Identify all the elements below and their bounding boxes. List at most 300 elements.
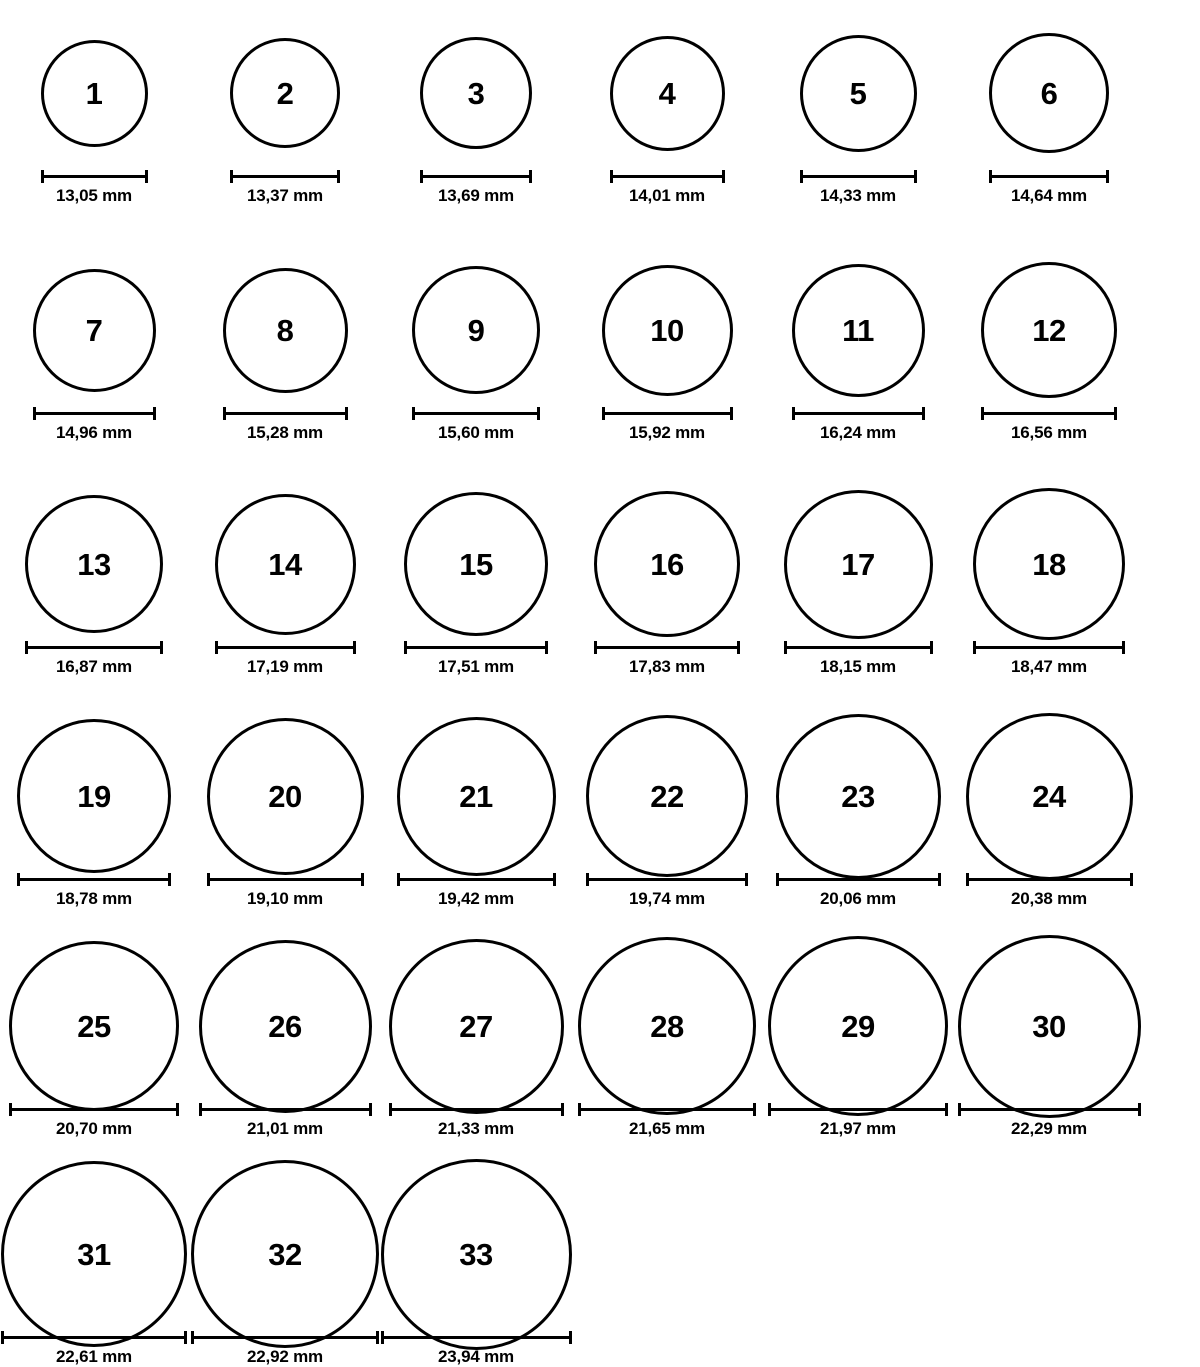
measure-ruler: [420, 170, 532, 182]
ruler-cap-right: [753, 1103, 756, 1116]
ring-size-number: 30: [1032, 1008, 1066, 1044]
ruler-bar: [776, 878, 941, 881]
measure-ruler: [981, 407, 1117, 419]
diameter-label: 19,42 mm: [438, 889, 514, 908]
ruler-cap-right: [145, 170, 148, 183]
ruler-bar: [41, 175, 148, 178]
ring-size-cell[interactable]: [573, 255, 761, 443]
ruler-cap-right: [1114, 407, 1117, 420]
ruler-cap-left: [223, 407, 226, 420]
circle-wrap: [389, 951, 564, 1101]
ring-size-number: 29: [841, 1008, 875, 1044]
ruler-cap-left: [610, 170, 613, 183]
measure-ruler: [610, 170, 725, 182]
ruler-cap-right: [745, 873, 748, 886]
ring-size-number: 10: [650, 312, 684, 348]
circle-wrap: [578, 951, 756, 1101]
ring-size-cell[interactable]: [0, 18, 188, 206]
ruler-bar: [191, 1336, 379, 1339]
ruler-cap-left: [17, 873, 20, 886]
ring-size-cell[interactable]: [191, 721, 379, 909]
ring-size-number: 7: [85, 312, 103, 348]
measure-ruler: [41, 170, 148, 182]
ruler-bar: [381, 1336, 572, 1339]
ring-circle: [989, 33, 1109, 153]
ring-circle: [784, 490, 933, 639]
size-row: [0, 489, 1200, 677]
size-row: [0, 1179, 1200, 1367]
ring-size-cell[interactable]: [191, 1179, 379, 1367]
circle-wrap: [594, 489, 740, 639]
circle-wrap: [41, 18, 148, 168]
ruler-cap-right: [930, 641, 933, 654]
ruler-bar: [981, 412, 1117, 415]
ring-size-cell[interactable]: [955, 951, 1143, 1139]
ruler-bar: [586, 878, 748, 881]
diameter-label: 19,74 mm: [629, 889, 705, 908]
diameter-label: 18,78 mm: [56, 889, 132, 908]
ring-size-cell[interactable]: [764, 721, 952, 909]
diameter-label: 21,33 mm: [438, 1119, 514, 1138]
ring-circle: [420, 37, 532, 149]
diameter-label: 19,10 mm: [247, 889, 323, 908]
ruler-cap-left: [191, 1331, 194, 1344]
ruler-cap-left: [594, 641, 597, 654]
ruler-cap-right: [345, 407, 348, 420]
ring-circle: [199, 940, 372, 1113]
diameter-label: 16,87 mm: [56, 657, 132, 676]
ruler-cap-left: [966, 873, 969, 886]
diameter-label: 13,37 mm: [247, 186, 323, 205]
ruler-cap-left: [33, 407, 36, 420]
ruler-cap-left: [199, 1103, 202, 1116]
diameter-label: 13,69 mm: [438, 186, 514, 205]
measure-ruler: [412, 407, 540, 419]
ruler-bar: [594, 646, 740, 649]
diameter-label: 17,51 mm: [438, 657, 514, 676]
measure-ruler: [800, 170, 917, 182]
circle-wrap: [17, 721, 171, 871]
ruler-cap-right: [945, 1103, 948, 1116]
ruler-cap-right: [176, 1103, 179, 1116]
diameter-label: 14,01 mm: [629, 186, 705, 205]
diameter-label: 18,47 mm: [1011, 657, 1087, 676]
ring-circle: [586, 715, 748, 877]
circle-wrap: [223, 255, 348, 405]
measure-ruler: [586, 873, 748, 885]
ring-circle: [981, 262, 1117, 398]
ring-circle: [412, 266, 540, 394]
ruler-bar: [578, 1108, 756, 1111]
circle-wrap: [966, 721, 1133, 871]
ruler-cap-left: [792, 407, 795, 420]
ruler-bar: [25, 646, 163, 649]
ruler-bar: [33, 412, 156, 415]
ring-size-number: 19: [77, 778, 111, 814]
ruler-cap-right: [529, 170, 532, 183]
ring-circle: [9, 941, 179, 1111]
ring-size-cell[interactable]: [955, 18, 1143, 206]
diameter-label: 20,38 mm: [1011, 889, 1087, 908]
ring-circle: [191, 1160, 379, 1348]
ruler-cap-left: [25, 641, 28, 654]
ruler-bar: [9, 1108, 179, 1111]
measure-ruler: [594, 641, 740, 653]
ring-size-number: 31: [77, 1236, 111, 1272]
measure-ruler: [207, 873, 364, 885]
circle-wrap: [989, 18, 1109, 168]
circle-wrap: [412, 255, 540, 405]
diameter-label: 15,28 mm: [247, 423, 323, 442]
ring-circle: [973, 488, 1125, 640]
ruler-cap-left: [9, 1103, 12, 1116]
ring-size-number: 6: [1040, 75, 1058, 111]
ring-size-cell[interactable]: [573, 18, 761, 206]
measure-ruler: [966, 873, 1133, 885]
ring-size-number: 20: [268, 778, 302, 814]
ring-circle: [223, 268, 348, 393]
ring-size-cell[interactable]: [764, 489, 952, 677]
ruler-cap-left: [800, 170, 803, 183]
ring-size-cell[interactable]: [955, 721, 1143, 909]
ruler-cap-right: [537, 407, 540, 420]
ruler-bar: [602, 412, 733, 415]
ruler-cap-right: [337, 170, 340, 183]
measure-ruler: [381, 1331, 572, 1343]
ruler-bar: [397, 878, 556, 881]
ruler-cap-right: [914, 170, 917, 183]
ring-size-number: 32: [268, 1236, 302, 1272]
ring-size-number: 14: [268, 546, 302, 582]
circle-wrap: [381, 1179, 572, 1329]
ruler-cap-left: [602, 407, 605, 420]
ring-size-number: 1: [85, 75, 103, 111]
ring-circle: [768, 936, 948, 1116]
diameter-label: 22,61 mm: [56, 1347, 132, 1366]
ruler-bar: [989, 175, 1109, 178]
ruler-bar: [1, 1336, 187, 1339]
circle-wrap: [397, 721, 556, 871]
diameter-label: 23,94 mm: [438, 1347, 514, 1366]
circle-wrap: [230, 18, 340, 168]
ring-circle: [792, 264, 925, 397]
circle-wrap: [586, 721, 748, 871]
ring-size-cell[interactable]: [764, 18, 952, 206]
ring-circle: [966, 713, 1133, 880]
measure-ruler: [33, 407, 156, 419]
diameter-label: 17,83 mm: [629, 657, 705, 676]
ruler-bar: [207, 878, 364, 881]
measure-ruler: [397, 873, 556, 885]
ruler-cap-right: [1138, 1103, 1141, 1116]
ring-size-number: 12: [1032, 312, 1066, 348]
ring-size-number: 25: [77, 1008, 111, 1044]
size-row: [0, 721, 1200, 909]
ring-circle: [404, 492, 548, 636]
ring-size-cell[interactable]: [382, 255, 570, 443]
circle-wrap: [973, 489, 1125, 639]
measure-ruler: [25, 641, 163, 653]
measure-ruler: [973, 641, 1125, 653]
measure-ruler: [602, 407, 733, 419]
ruler-bar: [420, 175, 532, 178]
ruler-cap-left: [989, 170, 992, 183]
ruler-cap-right: [353, 641, 356, 654]
ruler-bar: [792, 412, 925, 415]
measure-ruler: [215, 641, 356, 653]
diameter-label: 22,29 mm: [1011, 1119, 1087, 1138]
ring-size-number: 27: [459, 1008, 493, 1044]
ruler-cap-left: [1, 1331, 4, 1344]
circle-wrap: [800, 18, 917, 168]
ring-size-cell[interactable]: [191, 951, 379, 1139]
ring-size-cell[interactable]: [382, 489, 570, 677]
ruler-cap-left: [586, 873, 589, 886]
circle-wrap: [792, 255, 925, 405]
measure-ruler: [958, 1103, 1141, 1115]
ring-size-number: 28: [650, 1008, 684, 1044]
ruler-bar: [230, 175, 340, 178]
ruler-cap-left: [412, 407, 415, 420]
ring-size-number: 26: [268, 1008, 302, 1044]
ruler-cap-left: [389, 1103, 392, 1116]
ruler-bar: [404, 646, 548, 649]
circle-wrap: [25, 489, 163, 639]
ruler-bar: [389, 1108, 564, 1111]
ring-circle: [207, 718, 364, 875]
ring-circle: [230, 38, 340, 148]
ruler-cap-right: [184, 1331, 187, 1344]
ruler-bar: [800, 175, 917, 178]
measure-ruler: [792, 407, 925, 419]
circle-wrap: [191, 1179, 379, 1329]
ruler-cap-left: [776, 873, 779, 886]
circle-wrap: [404, 489, 548, 639]
ring-size-number: 15: [459, 546, 493, 582]
diameter-label: 18,15 mm: [820, 657, 896, 676]
circle-wrap: [768, 951, 948, 1101]
ring-circle: [776, 714, 941, 879]
ring-circle: [602, 265, 733, 396]
diameter-label: 14,96 mm: [56, 423, 132, 442]
measure-ruler: [1, 1331, 187, 1343]
ruler-cap-right: [1130, 873, 1133, 886]
ruler-cap-right: [1122, 641, 1125, 654]
ruler-bar: [958, 1108, 1141, 1111]
ruler-bar: [784, 646, 933, 649]
ring-size-number: 5: [849, 75, 867, 111]
diameter-label: 14,33 mm: [820, 186, 896, 205]
ring-size-number: 13: [77, 546, 111, 582]
ruler-cap-right: [361, 873, 364, 886]
circle-wrap: [784, 489, 933, 639]
ruler-cap-right: [938, 873, 941, 886]
ruler-cap-right: [730, 407, 733, 420]
ring-size-cell[interactable]: [0, 255, 188, 443]
ruler-cap-left: [381, 1331, 384, 1344]
ruler-cap-right: [737, 641, 740, 654]
measure-ruler: [191, 1331, 379, 1343]
circle-wrap: [215, 489, 356, 639]
ring-circle: [17, 719, 171, 873]
ruler-cap-right: [561, 1103, 564, 1116]
diameter-label: 20,06 mm: [820, 889, 896, 908]
circle-wrap: [9, 951, 179, 1101]
ring-size-number: 9: [467, 312, 485, 348]
ring-size-cell[interactable]: [764, 255, 952, 443]
circle-wrap: [776, 721, 941, 871]
ruler-bar: [973, 646, 1125, 649]
diameter-label: 21,65 mm: [629, 1119, 705, 1138]
ring-size-cell[interactable]: [191, 489, 379, 677]
ruler-cap-left: [768, 1103, 771, 1116]
ring-circle: [610, 36, 725, 151]
ruler-cap-left: [578, 1103, 581, 1116]
diameter-label: 15,60 mm: [438, 423, 514, 442]
circle-wrap: [610, 18, 725, 168]
ruler-cap-left: [420, 170, 423, 183]
ring-size-cell[interactable]: [191, 255, 379, 443]
ring-size-cell[interactable]: [573, 721, 761, 909]
ring-size-number: 33: [459, 1236, 493, 1272]
ruler-cap-left: [230, 170, 233, 183]
circle-wrap: [1, 1179, 187, 1329]
ring-size-number: 17: [841, 546, 875, 582]
measure-ruler: [9, 1103, 179, 1115]
ring-size-cell[interactable]: [191, 18, 379, 206]
ring-size-cell[interactable]: [0, 721, 188, 909]
ring-size-cell[interactable]: [382, 18, 570, 206]
ring-size-number: 11: [842, 312, 874, 348]
measure-ruler: [199, 1103, 372, 1115]
ruler-cap-left: [41, 170, 44, 183]
ring-size-number: 8: [276, 312, 294, 348]
ring-size-cell[interactable]: [382, 951, 570, 1139]
ring-circle: [381, 1159, 572, 1350]
ruler-cap-left: [404, 641, 407, 654]
ruler-bar: [215, 646, 356, 649]
ruler-cap-left: [207, 873, 210, 886]
ruler-cap-left: [973, 641, 976, 654]
size-row: [0, 255, 1200, 443]
ruler-cap-right: [168, 873, 171, 886]
ruler-cap-right: [722, 170, 725, 183]
diameter-label: 21,01 mm: [247, 1119, 323, 1138]
ruler-cap-right: [922, 407, 925, 420]
ring-size-cell[interactable]: [573, 951, 761, 1139]
ruler-cap-right: [376, 1331, 379, 1344]
ring-circle: [33, 269, 156, 392]
size-row: [0, 951, 1200, 1139]
ring-circle: [41, 40, 148, 147]
ruler-cap-right: [369, 1103, 372, 1116]
ring-circle: [25, 495, 163, 633]
ruler-bar: [17, 878, 171, 881]
circle-wrap: [199, 951, 372, 1101]
ruler-bar: [199, 1108, 372, 1111]
ruler-bar: [966, 878, 1133, 881]
ruler-cap-right: [553, 873, 556, 886]
ring-size-number: 22: [650, 778, 684, 814]
ring-size-cell[interactable]: [382, 721, 570, 909]
ring-circle: [389, 939, 564, 1114]
diameter-label: 16,24 mm: [820, 423, 896, 442]
ring-size-cell[interactable]: [0, 489, 188, 677]
ring-size-cell[interactable]: [0, 1179, 188, 1367]
measure-ruler: [776, 873, 941, 885]
measure-ruler: [768, 1103, 948, 1115]
ring-size-cell[interactable]: [382, 1179, 570, 1367]
ring-circle: [215, 494, 356, 635]
ring-size-number: 21: [459, 778, 493, 814]
diameter-label: 21,97 mm: [820, 1119, 896, 1138]
ring-size-cell[interactable]: [0, 951, 188, 1139]
measure-ruler: [404, 641, 548, 653]
ring-size-number: 3: [467, 75, 485, 111]
measure-ruler: [389, 1103, 564, 1115]
diameter-label: 14,64 mm: [1011, 186, 1087, 205]
ruler-bar: [223, 412, 348, 415]
ring-size-number: 16: [650, 546, 684, 582]
circle-wrap: [207, 721, 364, 871]
ring-size-number: 4: [658, 75, 676, 111]
diameter-label: 15,92 mm: [629, 423, 705, 442]
measure-ruler: [230, 170, 340, 182]
ruler-bar: [768, 1108, 948, 1111]
ruler-bar: [610, 175, 725, 178]
measure-ruler: [223, 407, 348, 419]
diameter-label: 13,05 mm: [56, 186, 132, 205]
ring-circle: [800, 35, 917, 152]
ring-circle: [578, 937, 756, 1115]
ruler-cap-right: [1106, 170, 1109, 183]
measure-ruler: [578, 1103, 756, 1115]
diameter-label: 20,70 mm: [56, 1119, 132, 1138]
ring-size-number: 24: [1032, 778, 1066, 814]
measure-ruler: [784, 641, 933, 653]
circle-wrap: [981, 255, 1117, 405]
ring-circle: [594, 491, 740, 637]
ruler-cap-left: [981, 407, 984, 420]
circle-wrap: [958, 951, 1141, 1101]
ruler-cap-left: [784, 641, 787, 654]
ruler-cap-right: [153, 407, 156, 420]
ring-size-cell[interactable]: [955, 255, 1143, 443]
diameter-label: 17,19 mm: [247, 657, 323, 676]
ring-size-number: 18: [1032, 546, 1066, 582]
ring-size-cell[interactable]: [955, 489, 1143, 677]
circle-wrap: [33, 255, 156, 405]
ring-size-cell[interactable]: [573, 489, 761, 677]
ruler-cap-left: [958, 1103, 961, 1116]
diameter-label: 22,92 mm: [247, 1347, 323, 1366]
ring-circle: [958, 935, 1141, 1118]
diameter-label: 16,56 mm: [1011, 423, 1087, 442]
ring-circle: [397, 717, 556, 876]
ruler-cap-left: [215, 641, 218, 654]
circle-wrap: [420, 18, 532, 168]
circle-wrap: [602, 255, 733, 405]
ring-size-number: 2: [276, 75, 294, 111]
ring-size-number: 23: [841, 778, 875, 814]
ruler-cap-right: [545, 641, 548, 654]
size-row: [0, 18, 1200, 206]
ring-size-cell[interactable]: [764, 951, 952, 1139]
ruler-bar: [412, 412, 540, 415]
measure-ruler: [989, 170, 1109, 182]
ring-circle: [1, 1161, 187, 1347]
measure-ruler: [17, 873, 171, 885]
